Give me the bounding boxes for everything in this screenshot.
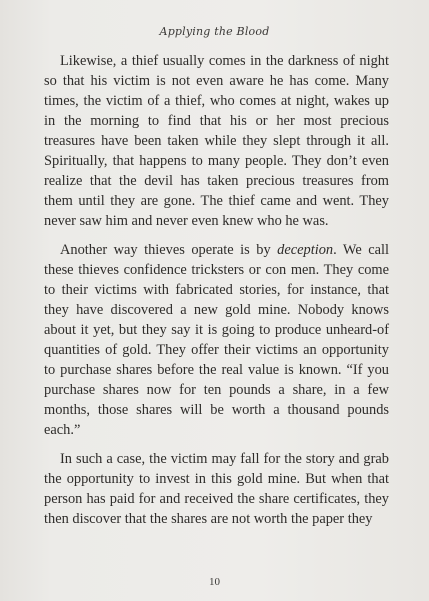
- emphasis-deception: deception: [277, 242, 334, 258]
- body-text: [44, 51, 389, 529]
- paragraph-2-lead: Another way thieves operate is by: [60, 242, 278, 258]
- paragraph-1: Likewise, a thief usually comes in the darkness of night so that his victim is not even aware he has come. Many times, the victim of a thief, who comes at night, wakes up in the morning to find that his or her most precious treasures have been taken while they slept through it all. Spiritually, that happens to many people. They don’t even realize that the devil has taken precious treasures from them until they are gone. The thief came and went. They never saw him and never even knew who he was.: [44, 53, 389, 229]
- paragraph-2: [44, 240, 389, 440]
- paragraph-2-rest: . We call these thieves confidence tricksters or con men. They come to their victims with fabricated stories, for instance, that they have discovered a new gold mine. Nobody knows about it yet, but they say it is going to produce unheard-of quantities of gold. They offer their victims an opportunity to purchase shares before the real value is known. “If you purchase shares now for ten pounds a share, in a few months, those shares will be worth a thousand pounds each.”: [44, 242, 390, 438]
- running-header: Applying the Blood: [159, 25, 270, 38]
- paragraph-3: In such a case, the victim may fall for the story and grab the opportunity to invest in this gold mine. But when that person has paid for and received the share certificates, they then discover that the shares are not worth the paper they: [44, 451, 389, 527]
- page-number: 10: [209, 576, 220, 588]
